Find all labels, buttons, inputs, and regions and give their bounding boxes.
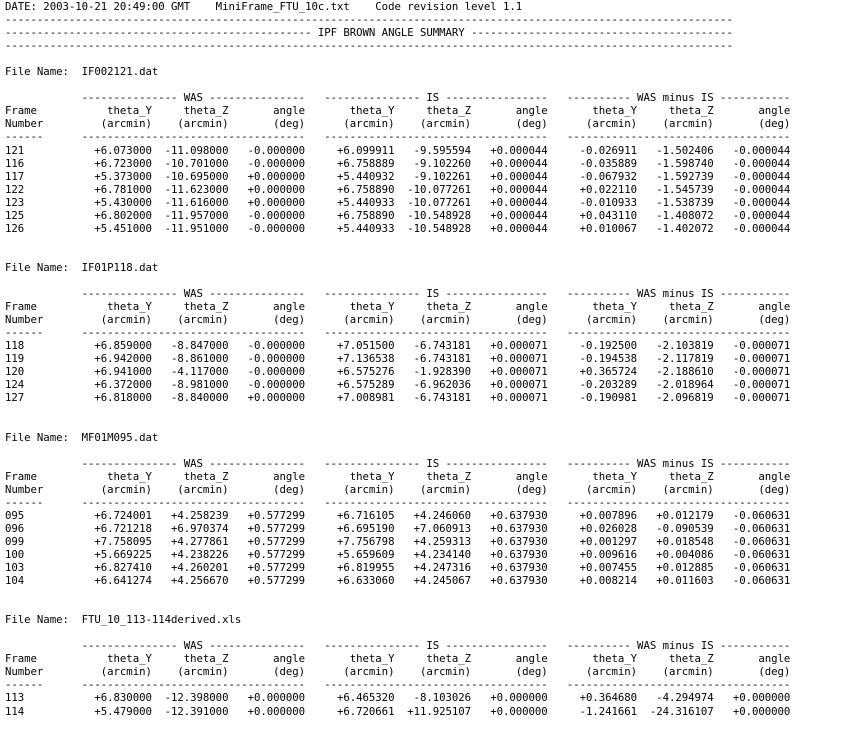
column-header-row: Frame theta_Y theta_Z angle theta_Y theta_Z angle theta_Y theta_Z angle (5, 469, 791, 483)
table-row: 099 +7.758095 +4.277861 +0.577299 +7.756798 +4.259313 +0.637930 +0.001297 +0.018548 -0.060631 (5, 534, 791, 548)
group-header-row: --------------- WAS --------------- --------------- IS ---------------- ---------- WAS minus IS ----------- (5, 456, 791, 470)
units-header-row: Number (arcmin) (arcmin) (deg) (arcmin) (arcmin) (deg) (arcmin) (arcmin) (deg) (5, 117, 791, 131)
blank-line (5, 52, 867, 65)
file-name-line: File Name: MF01M095.dat (5, 430, 159, 444)
report-date-line: DATE: 2003-10-21 20:49:00 GMT MiniFrame_FTU_10c.txt Code revision level 1.1 (5, 0, 523, 13)
blank-line (5, 274, 867, 287)
units-header-row: Number (arcmin) (arcmin) (deg) (arcmin) (arcmin) (deg) (arcmin) (arcmin) (deg) (5, 313, 791, 327)
group-header-row: --------------- WAS --------------- --------------- IS ---------------- ---------- WAS minus IS ----------- (5, 91, 791, 105)
blank-line (5, 626, 867, 639)
blank-line (5, 587, 867, 600)
table-row: 122 +6.781000 -11.623000 +0.000000 +6.758890 -10.077261 +0.000044 +0.022110 -1.545739 -0.000044 (5, 182, 791, 196)
column-header-row: Frame theta_Y theta_Z angle theta_Y theta_Z angle theta_Y theta_Z angle (5, 300, 791, 314)
blank-line (5, 600, 867, 613)
table-row: 118 +6.859000 -8.847000 -0.000000 +7.051500 -6.743181 +0.000071 -0.192500 -2.103819 -0.000071 (5, 339, 791, 353)
table-row: 117 +5.373000 -10.695000 +0.000000 +5.440932 -9.102261 +0.000044 -0.067932 -1.592739 -0.000044 (5, 169, 791, 183)
column-header-row: Frame theta_Y theta_Z angle theta_Y theta_Z angle theta_Y theta_Z angle (5, 652, 791, 666)
group-header-row: --------------- WAS --------------- --------------- IS ---------------- ---------- WAS minus IS ----------- (5, 287, 791, 301)
group-header-row: --------------- WAS --------------- --------------- IS ---------------- ---------- WAS minus IS ----------- (5, 639, 791, 653)
blank-line (5, 248, 867, 261)
table-row: 103 +6.827410 +4.260201 +0.577299 +6.819955 +4.247316 +0.637930 +0.007455 +0.012885 -0.060631 (5, 561, 791, 575)
blank-line (5, 404, 867, 417)
table-row: 114 +5.479000 -12.391000 +0.000000 +6.720661 +11.925107 +0.000000 -1.241661 -24.316107 +0.000000 (5, 704, 791, 718)
table-row: 096 +6.721218 +6.970374 +0.577299 +6.695190 +7.060913 +0.637930 +0.026028 -0.090539 -0.060631 (5, 521, 791, 535)
table-row: 116 +6.723000 -10.701000 -0.000000 +6.758889 -9.102260 +0.000044 -0.035889 -1.598740 -0.000044 (5, 156, 791, 170)
table-row: 125 +6.802000 -11.957000 -0.000000 +6.758890 -10.548928 +0.000044 +0.043110 -1.408072 -0.000044 (5, 208, 791, 222)
file-name-line: File Name: IF002121.dat (5, 65, 159, 79)
blank-line (5, 235, 867, 248)
title-rule-top: ------------------------------------------------------------------------------------------------------------------ (5, 13, 733, 27)
blank-line (5, 444, 867, 457)
table-row: 120 +6.941000 -4.117000 -0.000000 +6.575276 -1.928390 +0.000071 +0.365724 -2.188610 -0.000071 (5, 365, 791, 379)
header-separator-row: ------ ----------------------------------- ----------------------------------- ----------------------------------- (5, 130, 791, 144)
table-row: 095 +6.724001 +4.258239 +0.577299 +6.716105 +4.246060 +0.637930 +0.007896 +0.012179 -0.060631 (5, 508, 791, 522)
file-name-line: File Name: IF01P118.dat (5, 260, 159, 274)
header-separator-row: ------ ----------------------------------- ----------------------------------- ----------------------------------- (5, 495, 791, 509)
blank-line (5, 78, 867, 91)
table-row: 100 +5.669225 +4.238226 +0.577299 +5.659609 +4.234140 +0.637930 +0.009616 +0.004086 -0.060631 (5, 547, 791, 561)
table-row: 123 +5.430000 -11.616000 +0.000000 +5.440933 -10.077261 +0.000044 -0.010933 -1.538739 -0.000044 (5, 195, 791, 209)
table-row: 119 +6.942000 -8.861000 -0.000000 +7.136538 -6.743181 +0.000071 -0.194538 -2.117819 -0.000071 (5, 352, 791, 366)
blank-line (5, 418, 867, 431)
units-header-row: Number (arcmin) (arcmin) (deg) (arcmin) (arcmin) (deg) (arcmin) (arcmin) (deg) (5, 665, 791, 679)
header-separator-row: ------ ----------------------------------- ----------------------------------- ----------------------------------- (5, 326, 791, 340)
table-row: 126 +5.451000 -11.951000 -0.000000 +5.440933 -10.548928 +0.000044 +0.010067 -1.402072 -0.000044 (5, 221, 791, 235)
table-row: 104 +6.641274 +4.256670 +0.577299 +6.633060 +4.245067 +0.637930 +0.008214 +0.011603 -0.060631 (5, 574, 791, 588)
file-name-line: File Name: FTU_10_113-114derived.xls (5, 613, 242, 627)
table-row: 113 +6.830000 -12.398000 +0.000000 +6.465320 -8.103026 +0.000000 +0.364680 -4.294974 +0.000000 (5, 691, 791, 705)
table-row: 124 +6.372000 -8.981000 -0.000000 +6.575289 -6.962036 +0.000071 -0.203289 -2.018964 -0.000071 (5, 378, 791, 392)
report-title: ------------------------------------------------ IPF BROWN ANGLE SUMMARY ----------------------------------------- (5, 26, 733, 40)
table-row: 121 +6.073000 -11.098000 -0.000000 +6.099911 -9.595594 +0.000044 -0.026911 -1.502406 -0.000044 (5, 143, 791, 157)
table-row: 127 +6.818000 -8.840000 +0.000000 +7.008981 -6.743181 +0.000071 -0.190981 -2.096819 -0.000071 (5, 391, 791, 405)
column-header-row: Frame theta_Y theta_Z angle theta_Y theta_Z angle theta_Y theta_Z angle (5, 104, 791, 118)
title-rule-bottom: ------------------------------------------------------------------------------------------------------------------ (5, 39, 733, 53)
header-separator-row: ------ ----------------------------------- ----------------------------------- ----------------------------------- (5, 678, 791, 692)
units-header-row: Number (arcmin) (arcmin) (deg) (arcmin) (arcmin) (deg) (arcmin) (arcmin) (deg) (5, 482, 791, 496)
